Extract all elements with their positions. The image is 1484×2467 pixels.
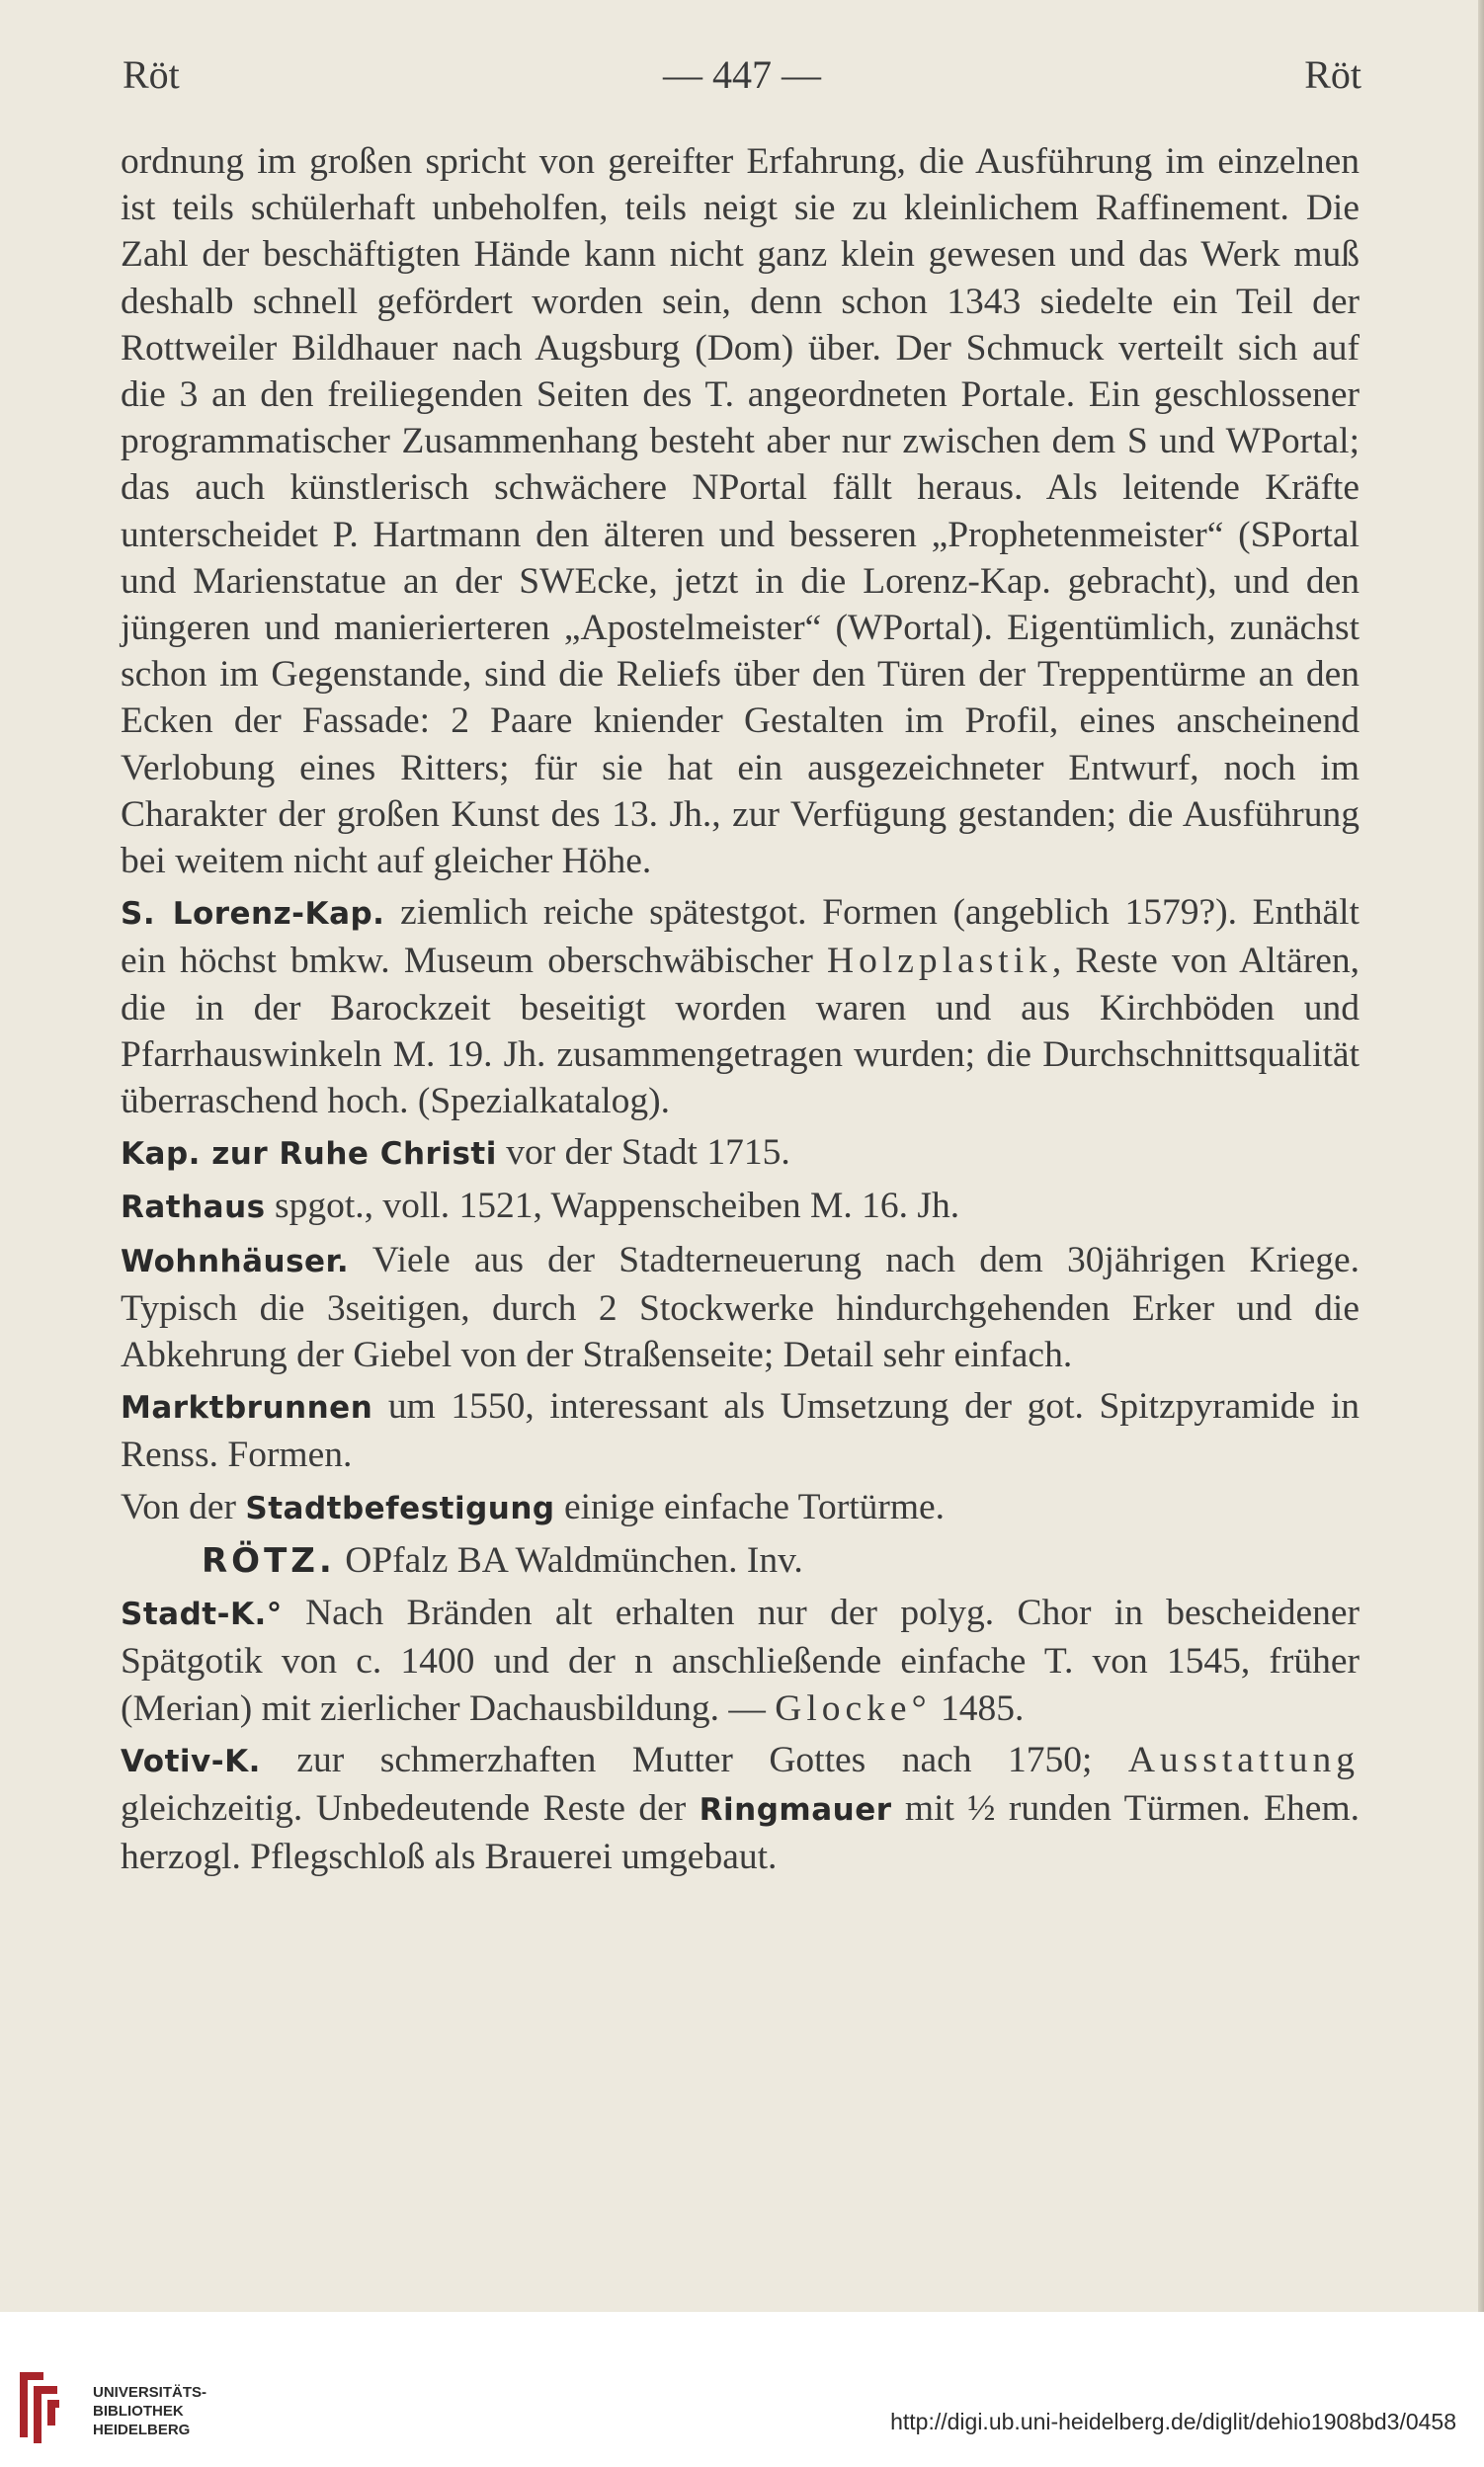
body-text — [121, 138, 1360, 1885]
running-head-right: Röt — [1304, 52, 1361, 97]
paragraph-votiv-k — [121, 1737, 1360, 1881]
library-logo-text — [93, 2383, 206, 2439]
votiv-k-text-a: zur schmerzhaften Mutter Gottes nach 1750; — [260, 1739, 1128, 1780]
stadt-k-spaced: Glocke° — [775, 1687, 932, 1729]
running-head — [123, 51, 1361, 111]
entry-label-stadtbefestigung: Stadtbefestigung — [245, 1490, 555, 1526]
stadt-k-text: Nach Bränden alt erhalten nur der polyg. Chor in bescheidener Spätgotik von c. 1400 und der n anschließende einfache T. von 1545, früher (Merian) mit zierlicher Dachausbildung. — — [121, 1593, 1360, 1729]
lorenz-kap-text-a: ziemlich reiche spätestgot. Formen (angeblich 1579?). Enthält ein höchst bmkw. Museum oberschwäbischer — [121, 892, 1360, 982]
entry-label-wohnhaeuser: Wohnhäuser. — [121, 1243, 350, 1279]
paragraph-lorenz-kap — [121, 889, 1360, 1124]
votiv-k-text-c: mit ½ runden Türmen. Ehem. herzogl. Pflegschloß als Brauerei umgebaut. — [121, 1787, 1360, 1878]
rathaus-text: spgot., voll. 1521, Wappenscheiben M. 16. Jh. — [265, 1186, 960, 1227]
place-name: RÖTZ. — [202, 1540, 336, 1581]
marktbrunnen-text: um 1550, interessant als Umsetzung der got. Spitzpyramide in Renss. Formen. — [121, 1386, 1360, 1476]
running-head-left: Röt — [123, 52, 180, 97]
paragraph-continuation: ordnung im großen spricht von gereifter Erfahrung, die Ausführung im einzelnen ist teils schülerhaft unbeholfen, teils neigt sie zu kleinlichem Raffinement. Die Zahl der beschäftigten Hände kann nicht ganz klein gewesen und das Werk muß deshalb schnell gefördert worden sein, denn schon 1343 siedelte ein Teil der Rottweiler Bildhauer nach Augsburg (Dom) über. Der Schmuck verteilt sich auf die 3 an den freiliegenden Seiten des T. angeordneten Portale. Ein geschlossener programmatischer Zusammenhang besteht aber nur zwischen dem S und WPortal; das auch künstlerisch schwächere NPortal fällt heraus. Als leitende Kräfte unterscheidet P. Hartmann den älteren und besseren „Prophetenmeister“ (SPortal und Marienstatue an der SWEcke, jetzt in die Lorenz-Kap. gebracht), und den jüngeren und manierierteren „Apostelmeister“ (WPortal). Eigentümlich, zunächst schon im Gegenstande, sind die Reliefs über den Türen der Treppentürme an den Ecken der Fassade: 2 Paare kniender Gestalten im Profil, eines anscheinend Verlobung eines Ritters; für sie hat ein ausgezeichneter Entwurf, noch im Charakter der großen Kunst des 13. Jh., zur Verfügung gestanden; die Ausführung bei weitem nicht auf gleicher Höhe. — [121, 141, 1360, 882]
entry-label-ringmauer: Ringmauer — [699, 1791, 892, 1828]
paragraph-marktbrunnen — [121, 1383, 1360, 1478]
kap-ruhe-christi-text: vor der Stadt 1715. — [496, 1132, 790, 1174]
paragraph-stadtbefestigung — [121, 1484, 1360, 1532]
paragraph-stadt-k — [121, 1590, 1360, 1732]
entry-label-stadt-k: Stadt-K.° — [121, 1597, 283, 1633]
entry-label-votiv-k: Votiv-K. — [121, 1743, 261, 1779]
votiv-k-spaced: Ausstattung — [1127, 1739, 1360, 1780]
entry-label-marktbrunnen: Marktbrunnen — [121, 1390, 373, 1427]
paragraph-rathaus — [121, 1183, 1360, 1231]
lorenz-kap-spaced: Holzplastik — [827, 941, 1052, 982]
paragraph-kap-ruhe-christi — [121, 1129, 1360, 1178]
logo-line-3: HEIDELBERG — [93, 2422, 191, 2438]
stadtbefestigung-text: einige einfache Tortürme. — [554, 1486, 946, 1527]
library-logo-icon — [14, 2366, 65, 2445]
place-description: OPfalz BA Waldmünchen. Inv. — [335, 1539, 803, 1581]
paragraph-wohnhaeuser — [121, 1237, 1360, 1379]
lorenz-kap-text-b: , Reste von Altären, die in der Barockzeit beseitigt worden waren und aus Kirchböden und Pfarrhauswinkeln M. 19. Jh. zusammengetragen wurden; die Durchschnittsqualität überraschend hoch. (Spezialkatalog). — [121, 941, 1360, 1122]
stadt-k-tail: 1485. — [931, 1687, 1025, 1729]
source-url-link[interactable]: http://digi.ub.uni-heidelberg.de/diglit/dehio1908bd3/0458 — [890, 2409, 1456, 2434]
place-heading-roetz — [121, 1537, 1360, 1585]
votiv-k-text-b: gleichzeitig. Unbedeutende Reste der — [121, 1787, 700, 1829]
logo-line-2: BIBLIOTHEK — [93, 2403, 184, 2420]
wohnhaeuser-text: Viele aus der Stadterneuerung nach dem 30jährigen Kriege. Typisch die 3seitigen, durch 2 Stockwerke hindurchgehenden Erker und die Abkehrung der Giebel von der Straßenseite; Detail sehr einfach. — [121, 1239, 1360, 1376]
entry-label-rathaus: Rathaus — [121, 1190, 266, 1226]
entry-label-kap-ruhe-christi: Kap. zur Ruhe Christi — [121, 1136, 497, 1173]
footer-bar — [0, 2312, 1484, 2467]
stadtbefestigung-pre: Von der — [121, 1486, 246, 1527]
logo-line-1: UNIVERSITÄTS- — [93, 2384, 207, 2401]
page-number: — 447 — — [663, 52, 821, 97]
page-edge-shadow — [1478, 0, 1484, 2312]
entry-label-lorenz-kap: S. Lorenz-Kap. — [121, 896, 385, 933]
